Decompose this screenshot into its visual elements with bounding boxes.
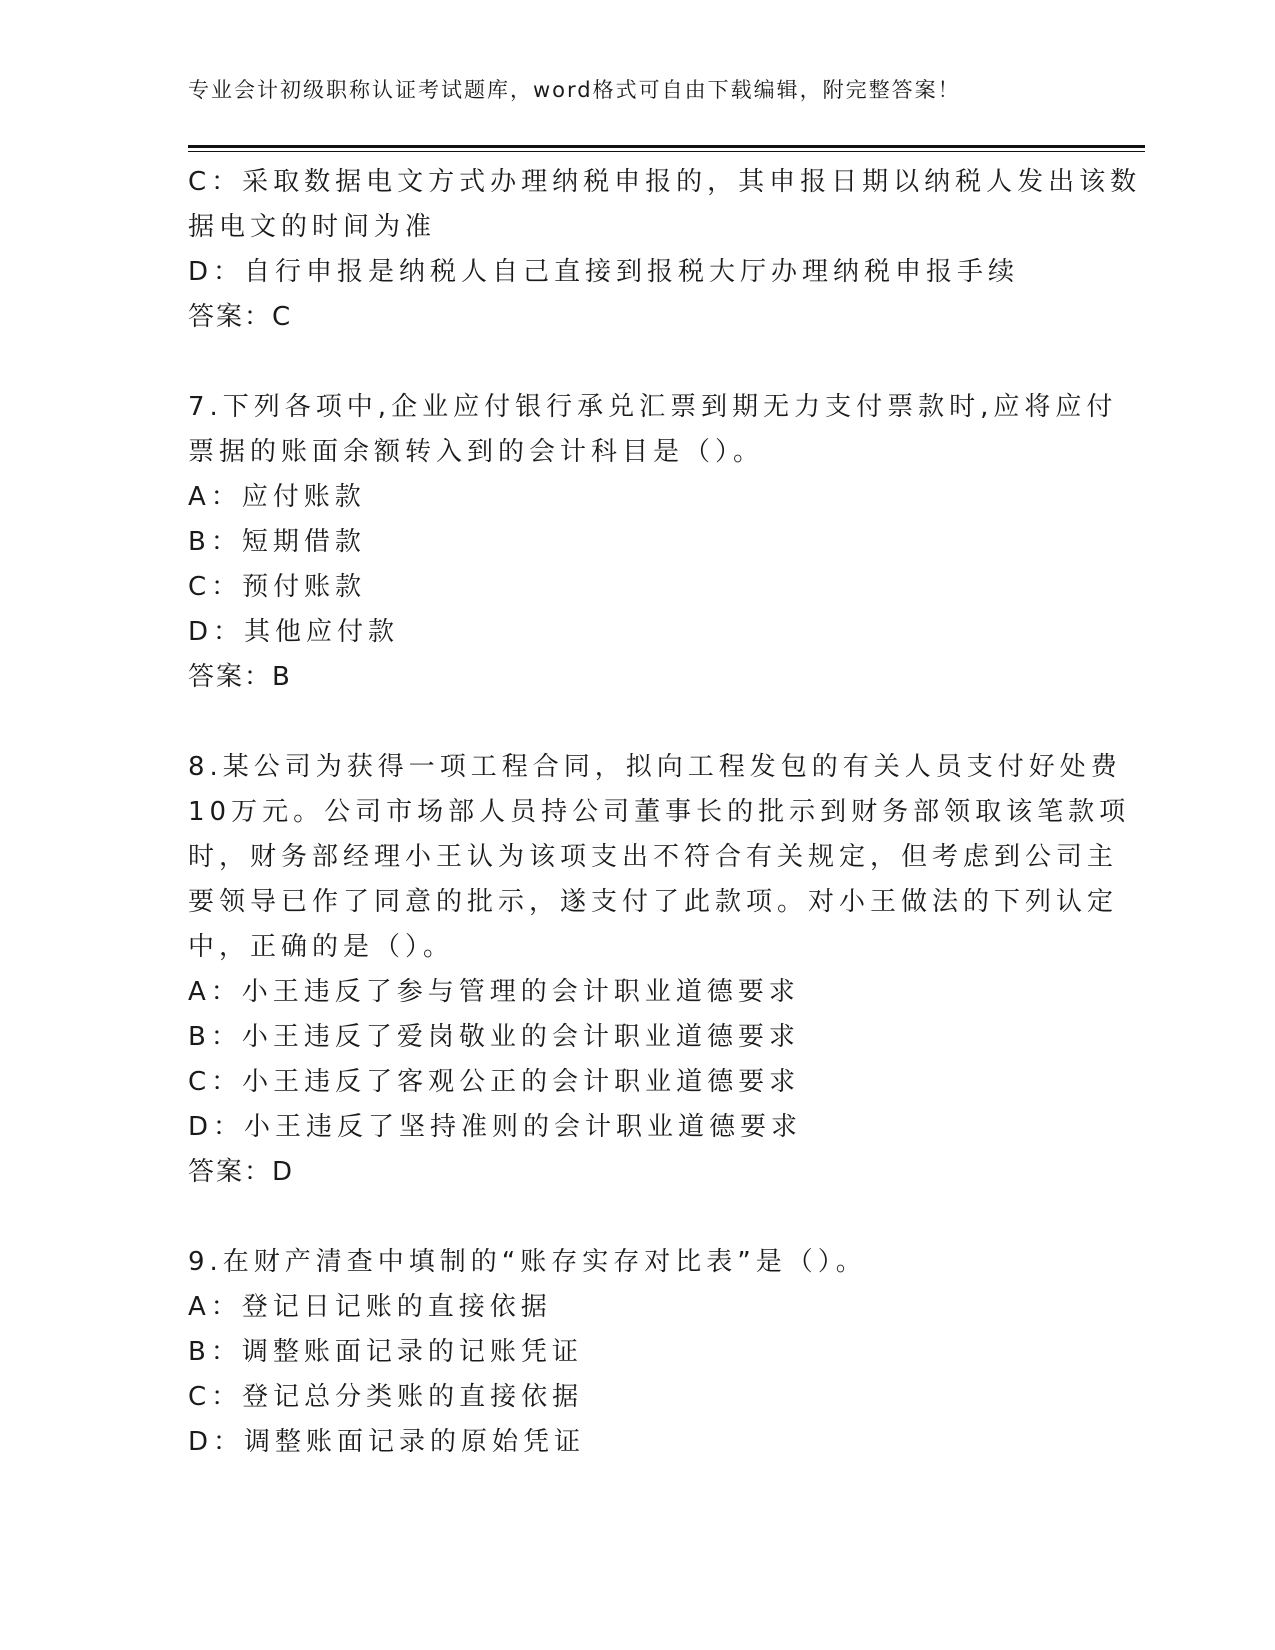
- question-6-tail: [188, 160, 1142, 340]
- option-d: D：调整账面记录的原始凭证: [188, 1427, 586, 1457]
- document-header: 专业会计初级职称认证考试题库，word格式可自由下载编辑，附完整答案！: [188, 78, 961, 102]
- question-7: [188, 385, 1118, 700]
- header-rule-thick: [188, 145, 1145, 148]
- question-9: [188, 1240, 1088, 1465]
- option-c-line-1: C：采取数据电文方式办理纳税申报的，其申报日期以纳税人发出该数: [188, 167, 1142, 197]
- question-stem: 10万元。公司市场部人员持公司董事长的批示到财务部领取该笔款项: [188, 797, 1131, 827]
- answer: 答案：D: [188, 1157, 295, 1187]
- question-stem: 8.某公司为获得一项工程合同，拟向工程发包的有关人员支付好处费: [188, 752, 1122, 782]
- question-stem: 7.下列各项中,企业应付银行承兑汇票到期无力支付票款时,应将应付: [188, 392, 1118, 422]
- option-d: D：小王违反了坚持准则的会计职业道德要求: [188, 1112, 803, 1142]
- option-a: A：小王违反了参与管理的会计职业道德要求: [188, 977, 800, 1007]
- option-d: D：其他应付款: [188, 617, 400, 647]
- document-body: [188, 160, 1142, 1465]
- answer: 答案：B: [188, 662, 292, 692]
- option-c: C：预付账款: [188, 572, 367, 602]
- option-a: A：登记日记账的直接依据: [188, 1292, 552, 1322]
- question-stem: 9.在财产清查中填制的“账存实存对比表”是（）。: [188, 1247, 867, 1277]
- question-8: [188, 745, 1131, 1195]
- option-c: C：小王违反了客观公正的会计职业道德要求: [188, 1067, 801, 1097]
- option-d: D：自行申报是纳税人自己直接到报税大厅办理纳税申报手续: [188, 257, 1020, 287]
- question-stem: 票据的账面余额转入到的会计科目是（）。: [188, 437, 765, 467]
- option-b: B：调整账面记录的记账凭证: [188, 1337, 583, 1367]
- option-b: B：短期借款: [188, 527, 366, 557]
- option-a: A：应付账款: [188, 482, 366, 512]
- question-stem: 要领导已作了同意的批示，遂支付了此款项。对小王做法的下列认定: [188, 887, 1119, 917]
- header-rule-thin: [188, 151, 1145, 152]
- question-stem: 中，正确的是（）。: [188, 932, 455, 962]
- option-c-line-2: 据电文的时间为准: [188, 212, 437, 242]
- question-stem: 时，财务部经理小王认为该项支出不符合有关规定，但考虑到公司主: [188, 842, 1119, 872]
- option-b: B：小王违反了爱岗敬业的会计职业道德要求: [188, 1022, 800, 1052]
- option-c: C：登记总分类账的直接依据: [188, 1382, 584, 1412]
- answer: 答案：C: [188, 302, 293, 332]
